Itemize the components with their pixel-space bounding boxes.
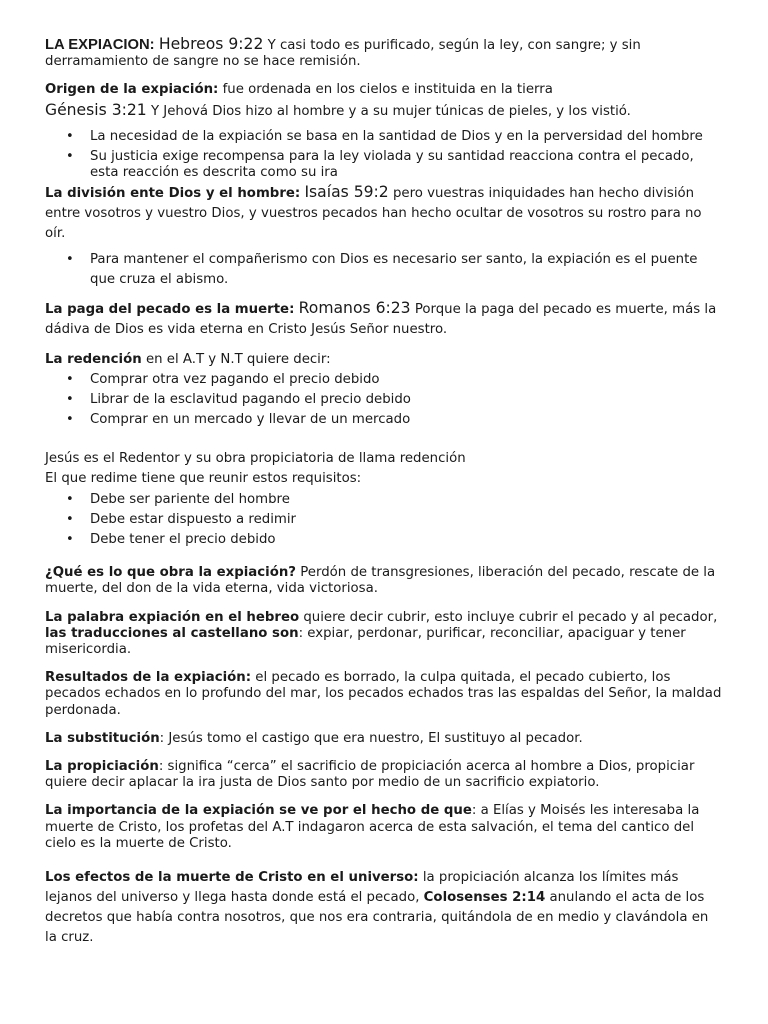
paragraph-text: : a Elías y Moisés les interesaba la muerte de Cristo, los profetas del A.T indagaron acerca de esta salvación, el tema del cantico del cielo es la muerte de Cristo.: [45, 803, 700, 851]
paragraph-text: en el A.T y N.T quiere decir:: [145, 352, 331, 368]
heading-redencion: La redención: [45, 352, 142, 368]
paragraph-text: el pecado es borrado, la culpa quitada, el pecado cubierto, los pecados echados en lo profundo del mar, los pecados echados tras las espaldas del Señor, la maldad perdonada.: [45, 670, 722, 718]
paragraph-requisitos: El que redime tiene que reunir estos requisitos:: [45, 471, 362, 487]
heading-hebreo: La palabra expiación en el hebreo: [45, 609, 300, 625]
paragraph-genesis: [45, 102, 724, 120]
paragraph-text: quiere decir cubrir, esto incluye cubrir el pecado y al pecador,: [303, 609, 718, 625]
heading-substitucion: La substitución: [45, 730, 160, 746]
list-item: • Debe tener el precio debido: [45, 532, 724, 548]
section-division: [45, 182, 724, 340]
heading-la-expiacion: LA EXPIACION:: [45, 37, 155, 53]
paragraph-text: fue ordenada en los cielos e instituida en la tierra: [222, 82, 553, 98]
paragraph-hebreo: [45, 610, 724, 659]
heading-resultados: Resultados de la expiación:: [45, 670, 252, 686]
bullet-list-redencion: [45, 372, 724, 429]
heading-importancia: La importancia de la expiación se ve por el hecho de que: [45, 803, 472, 819]
heading-efectos: Los efectos de la muerte de Cristo en el universo:: [45, 870, 419, 886]
paragraph-propiciacion: [45, 759, 724, 791]
list-item: • Debe ser pariente del hombre: [45, 492, 724, 508]
bullet-list-origen: [45, 129, 724, 182]
bullet-list-requisitos: [45, 492, 724, 549]
paragraph-la-expiacion: [45, 36, 724, 70]
paragraph-que-obra: [45, 565, 724, 597]
paragraph-efectos: [45, 868, 724, 948]
verse-text: Porque la paga del pecado es muerte, más la dádiva de Dios es vida eterna en Cristo Jesús Señor nuestro.: [45, 302, 717, 338]
verse-reference: Romanos 6:23: [298, 299, 411, 318]
paragraph-text: Perdón de transgresiones, liberación del pecado, rescate de la muerte, del don de la vida eterna, vida victoriosa.: [45, 565, 716, 597]
heading-traducciones: las traducciones al castellano son: [45, 625, 299, 641]
verse-text: Y casi todo es purificado, según la ley, con sangre; y sin derramamiento de sangre no se hace remisión.: [45, 38, 641, 70]
heading-propiciacion: La propiciación: [45, 759, 159, 775]
paragraph-substitucion: [45, 731, 724, 747]
paragraph-importancia: [45, 803, 724, 852]
paragraph-origen: [45, 82, 724, 98]
verse-reference: Génesis 3:21: [45, 100, 147, 119]
list-item: • Su justicia exige recompensa para la ley violada y su santidad reacciona contra el pecado, esta reacción es descrita como su ira: [45, 149, 724, 181]
paragraph-text: : expiar, perdonar, purificar, reconciliar, apaciguar y tener misericordia.: [45, 625, 686, 658]
heading-origen: Origen de la expiación:: [45, 82, 219, 98]
paragraph-paga: [45, 298, 724, 340]
paragraph-text: : significa “cerca” el sacrificio de propiciación acerca al hombre a Dios, propiciar quiere decir aplacar la ira justa de Dios santo por medio de un sacrificio expiatorio.: [45, 759, 695, 791]
paragraph-redencion: [45, 352, 724, 368]
paragraph-redentor: Jesús es el Redentor y su obra propiciatoria de llama redención: [45, 451, 466, 467]
heading-division: La división ente Dios y el hombre:: [45, 186, 301, 202]
verse-text: pero vuestras iniquidades han hecho división entre vosotros y vuestro Dios, y vuestros pecados han hecho ocultar de vosotros su rostro para no oír.: [45, 186, 702, 242]
verse-reference: Colosenses 2:14: [423, 890, 546, 906]
verse-reference: Isaías 59:2: [304, 183, 389, 202]
list-item: • Para mantener el compañerismo con Dios es necesario ser santo, la expiación es el puente que cruza el abismo.: [45, 250, 724, 290]
list-item: • Comprar otra vez pagando el precio debido: [45, 372, 724, 388]
paragraph-text: anulando el acta de los decretos que había contra nosotros, que nos era contraria, quitándola de en medio y clavándola en la cruz.: [45, 890, 709, 946]
bullet-list-division: [45, 250, 724, 290]
paragraph-text: : Jesús tomo el castigo que era nuestro, El sustituyo al pecador.: [159, 730, 583, 746]
list-item: • Comprar en un mercado y llevar de un mercado: [45, 412, 724, 428]
verse-text: Y Jehová Dios hizo al hombre y a su mujer túnicas de pieles, y los vistió.: [150, 103, 631, 119]
verse-reference: Hebreos 9:22: [158, 35, 264, 53]
paragraph-resultados: [45, 670, 724, 719]
list-item: • Librar de la esclavitud pagando el precio debido: [45, 392, 724, 408]
heading-paga: La paga del pecado es la muerte:: [45, 302, 295, 318]
paragraph-text: la propiciación alcanza los límites más lejanos del universo y llega hasta donde está el pecado,: [45, 870, 679, 906]
heading-que-obra: ¿Qué es lo que obra la expiación?: [45, 565, 297, 581]
paragraph-division: [45, 182, 724, 244]
list-item: • Debe estar dispuesto a redimir: [45, 512, 724, 528]
list-item: • La necesidad de la expiación se basa en la santidad de Dios y en la perversidad del hombre: [45, 129, 724, 145]
